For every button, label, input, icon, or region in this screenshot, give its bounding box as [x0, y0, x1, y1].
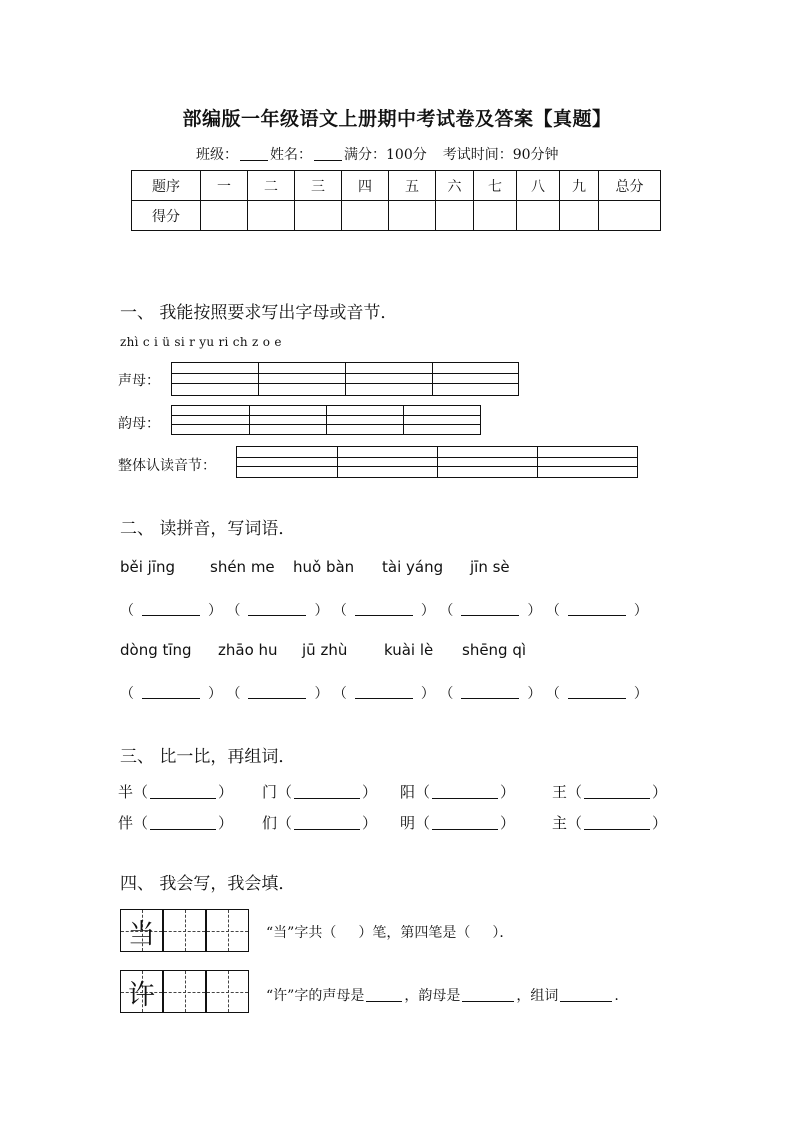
model-char: 许	[128, 980, 155, 1011]
tian-grid[interactable]	[163, 909, 206, 952]
pinyin-item: zhāo hu	[218, 641, 278, 659]
answer-blank[interactable]: （ ）	[332, 603, 435, 619]
score-cell[interactable]	[474, 201, 517, 231]
answer-blank[interactable]: （ ）	[545, 603, 648, 619]
pinyin-item: jū zhù	[302, 641, 348, 659]
pinyin-item: jīn sè	[470, 558, 510, 576]
class-blank[interactable]	[240, 148, 268, 161]
tian-grid[interactable]	[163, 970, 206, 1013]
name-blank[interactable]	[314, 148, 342, 161]
section1-letters: zhì c i ü si r yu ri ch z o e	[120, 335, 282, 349]
score-header-cell: 五	[389, 171, 436, 201]
tian-grid[interactable]	[206, 970, 249, 1013]
exam-time: 考试时间：90分钟	[442, 147, 559, 163]
zhengti-label: 整体认读音节：	[118, 458, 216, 474]
score-header-cell: 九	[560, 171, 599, 201]
answer-blank[interactable]: （ ）	[120, 603, 222, 619]
compare-item[interactable]: 主（ ）	[552, 814, 668, 832]
answer-blank[interactable]: （ ）	[545, 686, 648, 702]
score-cell[interactable]	[342, 201, 389, 231]
word-blank[interactable]	[560, 989, 612, 1002]
pinyin-item: běi jīng	[120, 558, 176, 576]
shengmu-blank[interactable]	[366, 989, 402, 1002]
answer-blank[interactable]: （ ）	[439, 686, 542, 702]
score-header-cell: 总分	[599, 171, 661, 201]
tian-grid[interactable]	[206, 909, 249, 952]
section1-heading: 一、 我能按照要求写出字母或音节．	[120, 303, 398, 323]
compare-item[interactable]: 半（ ）	[118, 783, 234, 801]
score-cell[interactable]	[295, 201, 342, 231]
score-table-header-row	[132, 171, 661, 201]
exam-meta	[196, 144, 559, 164]
name-label: 姓名：	[270, 147, 312, 163]
score-cell[interactable]	[248, 201, 295, 231]
class-label: 班级：	[196, 147, 238, 163]
zhengti-grid[interactable]	[236, 446, 638, 478]
pinyin-item: dòng tīng	[120, 641, 192, 659]
compare-item[interactable]: 们（ ）	[262, 814, 378, 832]
score-cell[interactable]	[201, 201, 248, 231]
pinyin-item: huǒ bàn	[293, 558, 355, 576]
phonetics-question: “许”字的声母是 ，韵母是 ，组词 .	[266, 988, 619, 1004]
tian-grid-model	[120, 909, 163, 952]
score-header-cell: 七	[474, 171, 517, 201]
score-cell[interactable]	[517, 201, 560, 231]
score-table	[131, 170, 661, 231]
page-title: 部编版一年级语文上册期中考试卷及答案【真题】	[182, 108, 612, 130]
compare-item[interactable]: 王（ ）	[552, 783, 668, 801]
yunmu-label: 韵母：	[118, 416, 160, 432]
score-header-cell: 一	[201, 171, 248, 201]
pinyin-item: shén me	[210, 558, 275, 576]
answer-blank[interactable]: （ ）	[332, 686, 435, 702]
model-char: 当	[128, 919, 155, 950]
pinyin-item: tài yáng	[382, 558, 444, 576]
score-header-cell: 六	[436, 171, 474, 201]
score-header-cell: 题序	[132, 171, 201, 201]
answer-blank[interactable]: （ ）	[226, 603, 329, 619]
score-cell[interactable]	[560, 201, 599, 231]
yunmu-blank[interactable]	[462, 989, 514, 1002]
yunmu-grid[interactable]	[171, 405, 481, 435]
stroke-question: “当”字共（ ）笔，第四笔是（ ）．	[266, 925, 514, 941]
section3-heading: 三、 比一比，再组词．	[120, 747, 296, 767]
score-header-cell: 四	[342, 171, 389, 201]
answer-blank[interactable]: （ ）	[226, 686, 329, 702]
compare-item[interactable]: 阳（ ）	[400, 783, 516, 801]
pinyin-item: shēng qì	[462, 641, 527, 659]
tian-grid-model	[120, 970, 163, 1013]
compare-item[interactable]: 伴（ ）	[118, 814, 234, 832]
score-cell[interactable]	[436, 201, 474, 231]
score-cell[interactable]	[599, 201, 661, 231]
compare-item[interactable]: 门（ ）	[262, 783, 378, 801]
score-row-label: 得分	[132, 201, 201, 231]
score-header-cell: 二	[248, 171, 295, 201]
pinyin-item: kuài lè	[384, 641, 434, 659]
score-header-cell: 三	[295, 171, 342, 201]
score-header-cell: 八	[517, 171, 560, 201]
answer-blanks-row1	[120, 600, 648, 620]
section2-heading: 二、 读拼音，写词语．	[120, 519, 296, 539]
score-cell[interactable]	[389, 201, 436, 231]
score-table-score-row	[132, 201, 661, 231]
compare-item[interactable]: 明（ ）	[400, 814, 516, 832]
shengmu-grid[interactable]	[171, 362, 519, 396]
answer-blank[interactable]: （ ）	[439, 603, 542, 619]
shengmu-label: 声母：	[118, 373, 160, 389]
section4-heading: 四、 我会写，我会填．	[120, 874, 296, 894]
full-score: 满分：100分	[344, 147, 427, 163]
answer-blanks-row2	[120, 683, 648, 703]
answer-blank[interactable]: （ ）	[120, 686, 222, 702]
